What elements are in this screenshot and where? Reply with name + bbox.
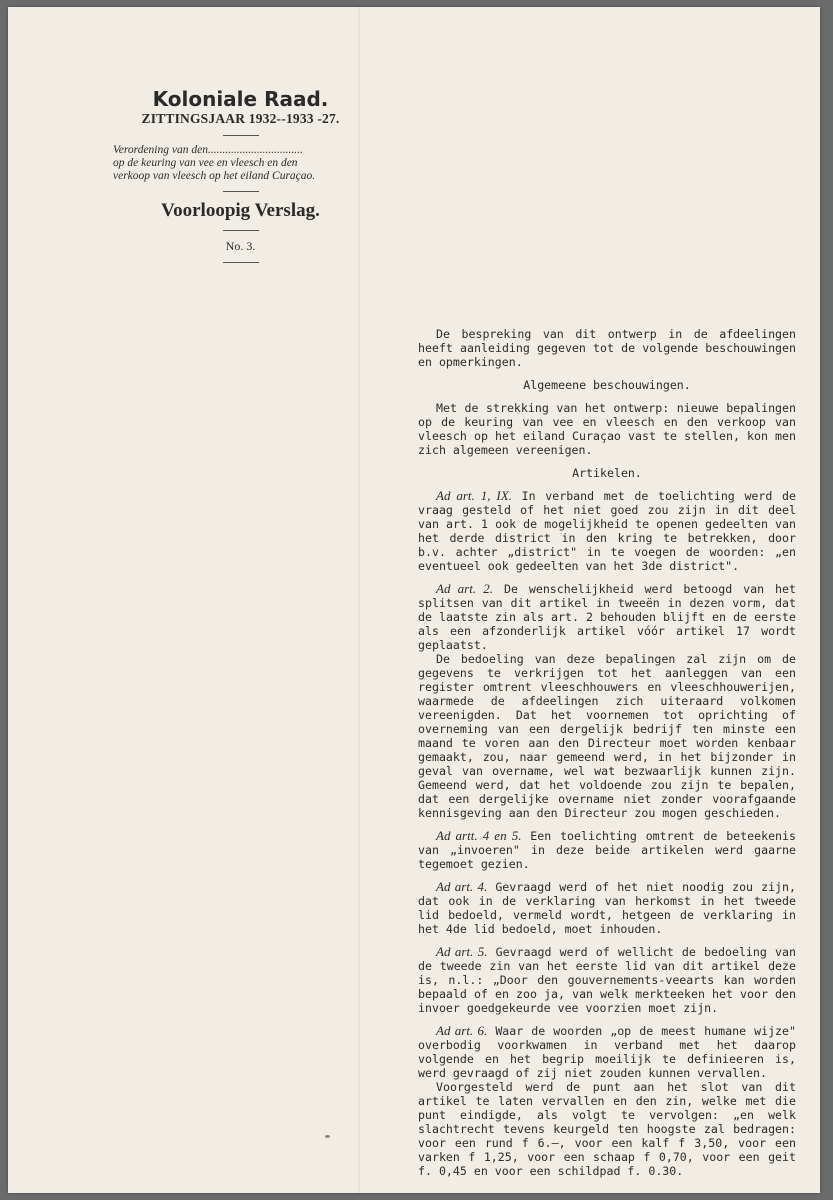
ordinance-line: Verordening van den................................. [113,144,303,156]
article-label: Ad artt. 4 en 5. [436,828,522,843]
section-heading-articles: Artikelen. [572,466,642,480]
article-6-paragraph [418,1024,796,1080]
section-heading-general: Algemeene beschouwingen. [523,378,691,392]
ordinance-subject [113,144,373,183]
divider [223,262,259,263]
article-label: Ad art. 4. [436,879,488,894]
divider [223,135,259,136]
session-year: ZITTINGSJAAR 1932--1933 -27. [141,111,340,126]
article-4-5-paragraph [418,829,796,871]
article-text: Gevraagd werd of het niet noodig zou zijn, dat ook in de verklaring van herkomst in het tweede lid bedoeld, vermeld wordt, hetgeen de verklaring in het 4de lid bedoeld, moet inhouden. [418,880,796,936]
article-label: Ad art. 1, IX. [436,488,512,503]
article-text: De wenschelijkheid werd betoogd van het splitsen van dit artikel in tweeën in dezen vorm, dat de laatste zin als art. 2 behouden blijft en de eerste als een afzonderlijk artikel vóór artikel 17 wordt geplaatst. [418,582,796,652]
article-text: In verband met de toelichting werd de vraag gesteld of het niet goed zou zijn in dit deel van art. 1 ook de mogelijkheid te openen gedeelten van het derde district in den kring te betrekken, door b.v. achter „district" in te voegen de woorden: „en eventueel ook gedeelten van het 3de district". [418,489,797,573]
report-body [418,327,796,1187]
paper-speck [325,1135,330,1138]
article-text: Waar de woorden „op de meest humane wijze" overbodig voorkwamen in verband met het daarop volgende en het begrip moeilijk te definieeren is, werd gevraagd of zij niet zouden kunnen vervallen. [418,1024,796,1080]
article-1-paragraph [418,489,796,573]
report-title: Voorloopig Verslag. [161,200,320,221]
report-number: No. 3. [225,239,256,253]
article-5-paragraph [418,945,796,1015]
general-paragraph: Met de strekking van het ontwerp: nieuwe bepalingen op de keuring van vee en vleesch en den verkoop van vleesch op het eiland Curaçao vast te stellen, kon men zich algemeen vereenigen. [418,401,796,457]
article-text: Gevraagd werd of wellicht de bedoeling van de tweede zin van het eerste lid van dit artikel deze is, n.l.: „Door den gouvernements-veearts kan worden bepaald of en zoo ja, van welk merkteeken het voor den invoer goedgekeurde vee voorzien moet zijn. [418,945,796,1015]
article-text: Een toelichting omtrent de beteekenis van „invoeren" in deze beide artikelen werd gaarne tegemoet gezien. [418,829,797,871]
article-label: Ad art. 2. [436,581,494,596]
document-page [8,7,820,1193]
article-4-paragraph [418,880,796,936]
intro-paragraph: De bespreking van dit ontwerp in de afdeelingen heeft aanleiding gegeven tot de volgende beschouwingen en opmerkingen. [418,327,796,369]
ordinance-line: verkoop van vleesch op het eiland Curaçao. [113,170,316,182]
article-2-paragraph-2: De bedoeling van deze bepalingen zal zijn om de gegevens te verkrijgen tot het aanleggen van een register omtrent vleeschhouwers en vleeschhouwerijen, waarmede de afdeelingen zich uiteraard volkomen vereenigden. Dat het voornemen tot oprichting of overneming van een dergelijk bedrijf ten minste een maand te voren aan den Directeur moet worden kenbaar gemaakt, zou, naar gemeend werd, in het bijzonder in geval van overname, wel wat bezwaarlijk kunnen zijn. Gemeend werd, dat het voldoende zou zijn te bepalen, dat een dergelijke overname niet zonder voorafgaande kennisgeving aan den Directeur zou mogen geschieden. [418,652,796,820]
article-2-paragraph [418,582,796,652]
article-label: Ad art. 5. [436,944,488,959]
council-title: Koloniale Raad. [152,87,329,111]
divider [223,230,259,231]
document-header [108,87,373,271]
article-label: Ad art. 6. [436,1023,488,1038]
article-6-paragraph-2: Voorgesteld werd de punt aan het slot van dit artikel te laten vervallen en den zin, welke met die punt eindigde, als volgt te vervolgen: „en welk slachtrecht tevens keurgeld ten hoogste zal bedragen: voor een rund f 6.—, voor een kalf f 3,50, voor een varken f 1,25, voor een schaap f 0,70, voor een geit f. 0,45 en voor een schildpad f. 0.30. [418,1080,796,1178]
ordinance-line: op de keuring van vee en vleesch en den [113,157,298,169]
divider [223,191,259,192]
